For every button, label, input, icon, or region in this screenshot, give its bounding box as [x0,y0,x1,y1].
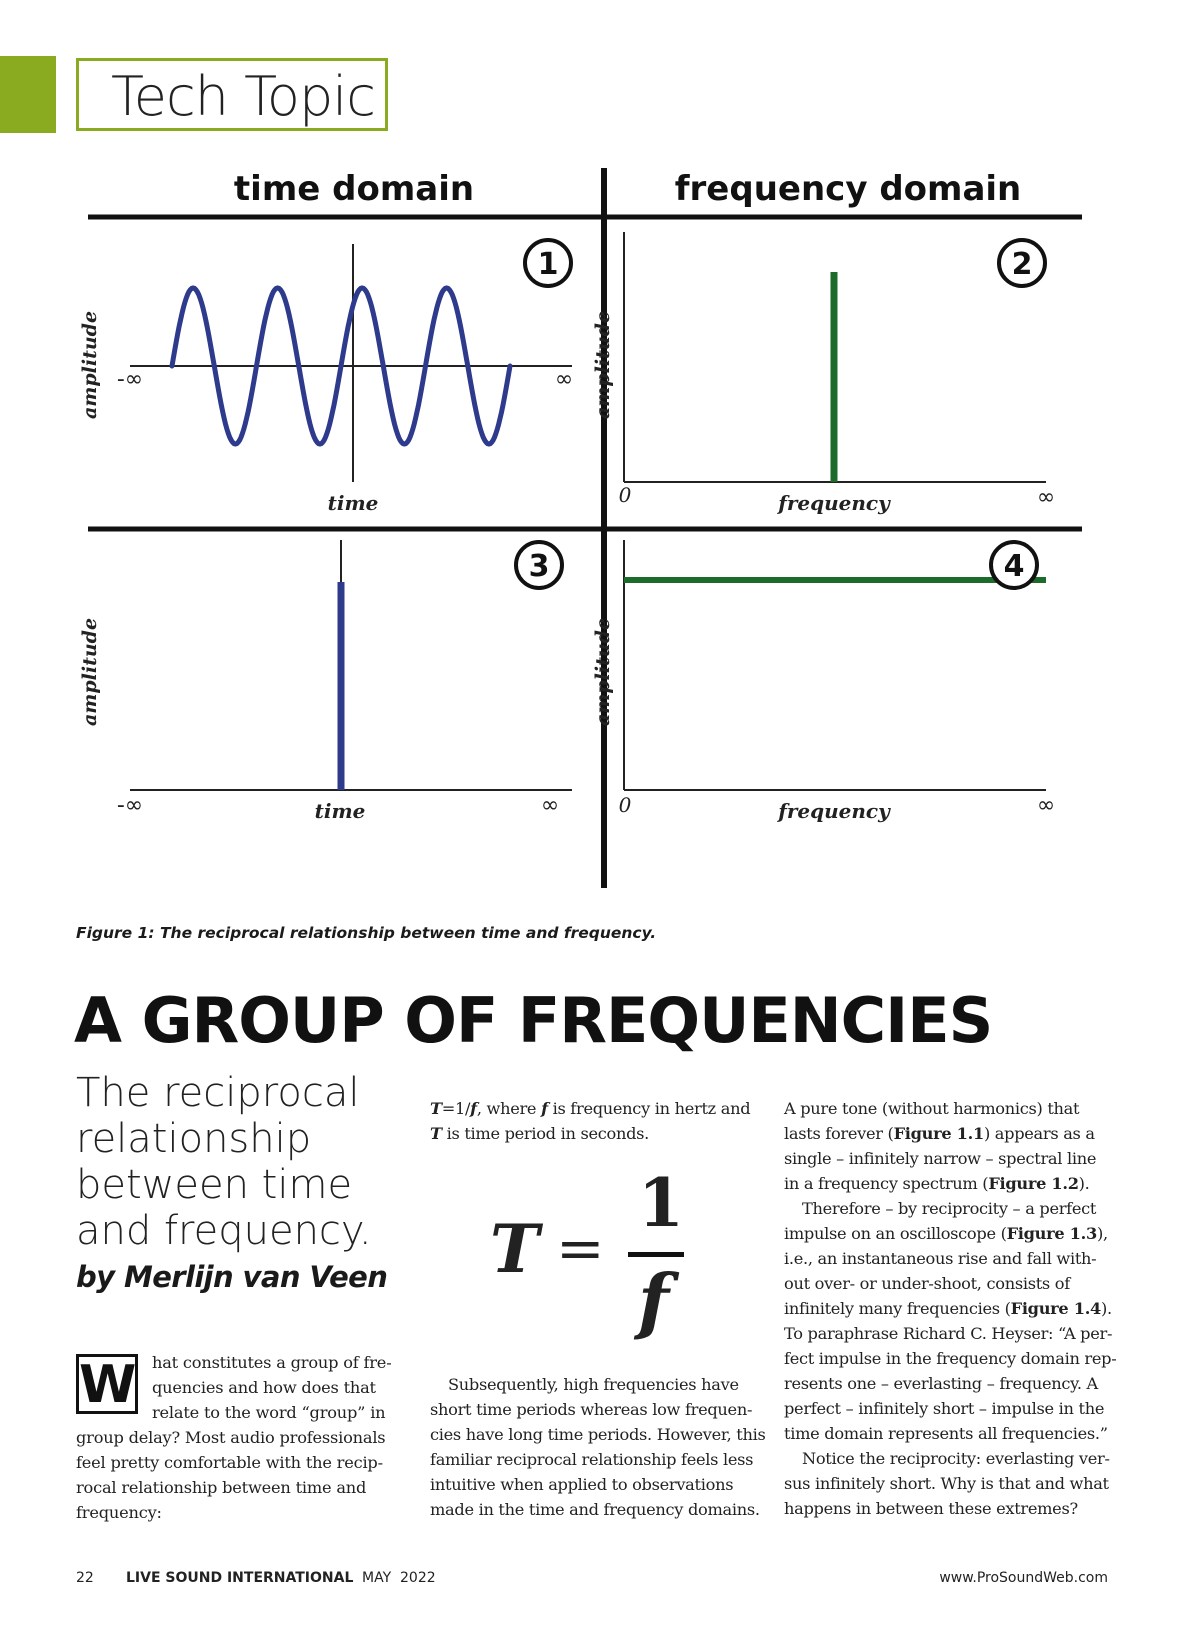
panel-4-xlabel: frequency [778,799,890,823]
section-label-box [76,58,388,131]
text-line: happens in between these extremes? [784,1499,1078,1518]
byline: by Merlijn van Veen [76,1260,388,1294]
text-run: impulse on an oscilloscope ( [784,1224,1007,1243]
text-line: group delay? Most audio professionals [76,1428,386,1447]
figure-caption: Figure 1: The reciprocal relationship between time and frequency. [76,924,657,942]
panel-1-x-left: -∞ [116,367,144,392]
text-line: short time periods whereas low frequen- [430,1400,753,1419]
text-line: single – infinitely narrow – spectral line [784,1149,1097,1168]
panel-3-x-left: -∞ [116,793,144,818]
symbol-T: T [430,1099,442,1118]
text-run: , where [476,1099,542,1118]
text-line: fect impulse in the frequency domain rep- [784,1349,1117,1368]
text-line: cies have long time periods. However, this [430,1425,766,1444]
text-line: sus infinitely short. Why is that and what [784,1474,1109,1493]
column-3 [784,1096,1117,1521]
symbol-f: f [541,1099,548,1118]
paragraph [784,1096,1117,1521]
figure-ref: Figure 1.4 [1010,1299,1101,1318]
figure-ref: Figure 1.1 [893,1124,984,1143]
symbol-T: T [430,1124,442,1143]
paragraph [430,1096,756,1146]
column-2 [430,1096,756,1146]
text-line: time domain represents all frequencies.” [784,1424,1108,1443]
panel-1-number: 1 [537,247,559,282]
page-number: 22 [76,1570,94,1586]
text-run: in a frequency spectrum ( [784,1174,989,1193]
subtitle-line: between time [76,1162,353,1208]
panel-1 [79,240,573,515]
figure-ref: Figure 1.2 [988,1174,1079,1193]
panel-4-number: 4 [1003,549,1025,584]
text-run: ). [1101,1299,1112,1318]
text-line: intuitive when applied to observations [430,1475,734,1494]
text-run: is time period in seconds. [441,1124,649,1143]
section-label: Tech Topic [111,65,375,128]
panel-3-x-right: ∞ [540,793,560,818]
panel-4-ylabel: amplitude [592,617,614,727]
panel-2 [592,232,1055,515]
subtitle-line: The reciprocal [76,1070,360,1116]
text-line: A pure tone (without harmonics) that [784,1099,1080,1118]
text-line: quencies and how does that [152,1378,376,1397]
panel-2-ylabel: amplitude [592,310,614,420]
text-run: lasts forever ( [784,1124,894,1143]
drop-cap: W [76,1354,138,1414]
text-line: out over- or under-shoot, consists of [784,1274,1070,1293]
text-line: made in the time and frequency domains. [430,1500,760,1519]
header-frequency-domain: frequency domain [674,169,1022,209]
text-run: =1/ [441,1099,471,1118]
article-subtitle [76,1070,406,1254]
website-link[interactable]: www.ProSoundWeb.com [939,1570,1108,1586]
text-run: ) appears as a [983,1124,1095,1143]
formula-T: T [490,1210,540,1288]
text-run: is frequency in hertz and [547,1099,751,1118]
article-headline: A GROUP OF FREQUENCIES [74,984,993,1057]
formula-numerator: 1 [638,1164,684,1242]
text-line: rocal relationship between time and [76,1478,367,1497]
panel-1-x-right: ∞ [554,367,574,392]
header-time-domain: time domain [233,169,475,209]
formula-T-equals-1-over-f [478,1164,698,1343]
symbol-f: f [470,1099,477,1118]
text-run: ). [1078,1174,1090,1193]
text-line: i.e., an instantaneous rise and fall with- [784,1249,1097,1268]
text-line: frequency: [76,1503,162,1522]
text-line: Notice the reciprocity: everlasting ver- [802,1449,1110,1468]
formula-fraction-bar [628,1252,684,1257]
text-line: hat constitutes a group of fre- [152,1353,392,1372]
panel-4 [592,540,1055,823]
text-run: ), [1096,1224,1108,1243]
panel-4-x-right: ∞ [1036,793,1056,818]
section-accent-bar [0,56,56,133]
text-line: relate to the word “group” in [152,1403,386,1422]
text-line: To paraphrase Richard C. Heyser: “A per- [784,1324,1113,1343]
text-line: Subsequently, high frequencies have [448,1375,739,1394]
panel-2-xlabel: frequency [778,491,890,515]
panel-3-number: 3 [528,549,550,584]
panel-1-xlabel: time [327,491,379,515]
text-line: familiar reciprocal relationship feels less [430,1450,754,1469]
panel-4-x-left: 0 [618,793,632,817]
issue-date: MAY 2022 [362,1570,436,1586]
panel-2-x-right: ∞ [1036,485,1056,510]
panel-2-x-left: 0 [618,483,632,507]
column-1 [76,1350,398,1525]
panel-1-ylabel: amplitude [79,310,101,420]
text-line: resents one – everlasting – frequency. A [784,1374,1098,1393]
subtitle-line: and frequency. [76,1208,372,1254]
text-line: feel pretty comfortable with the recip- [76,1453,383,1472]
text-run: infinitely many frequencies ( [784,1299,1011,1318]
panel-3 [79,540,572,823]
publication-name: LIVE SOUND INTERNATIONAL [126,1570,354,1586]
panel-2-number: 2 [1011,247,1033,282]
column-2-lower [430,1372,766,1522]
figure-ref: Figure 1.3 [1006,1224,1097,1243]
formula-equals: = [556,1214,605,1282]
panel-3-ylabel: amplitude [79,617,101,727]
figure-1 [76,152,1096,892]
panel-3-xlabel: time [314,799,366,823]
text-line: Therefore – by reciprocity – a perfect [802,1199,1097,1218]
paragraph [430,1372,766,1522]
text-line: perfect – infinitely short – impulse in the [784,1399,1105,1418]
subtitle-line: relationship [76,1116,312,1162]
formula-denominator: f [638,1258,669,1343]
